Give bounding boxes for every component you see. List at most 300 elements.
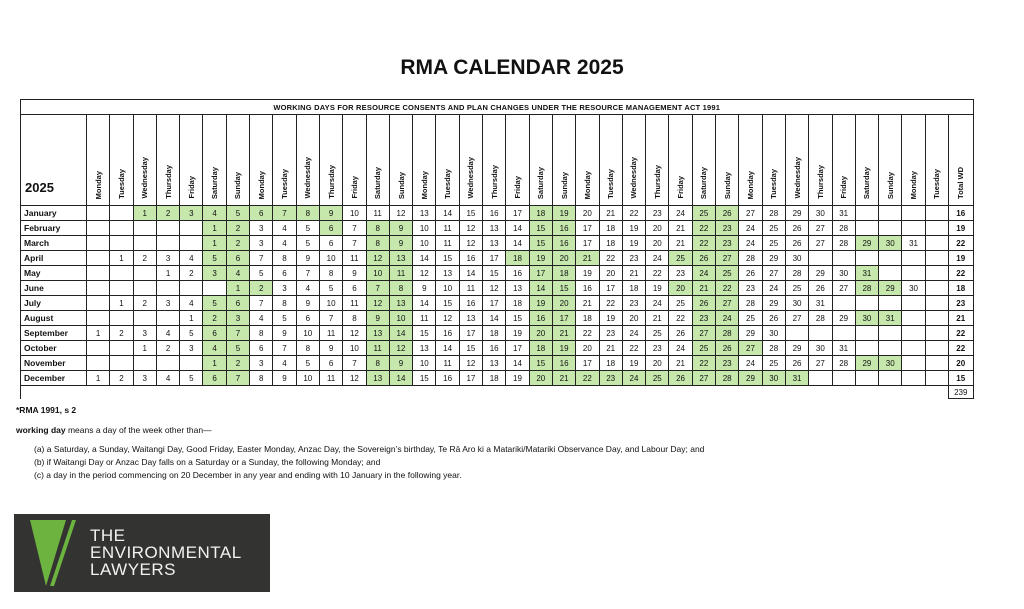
day-cell: 21	[552, 326, 575, 341]
day-cell: 10	[389, 311, 412, 326]
day-cell: 18	[599, 356, 622, 371]
day-cell: 22	[576, 326, 599, 341]
day-cell: 10	[413, 221, 436, 236]
day-cell: 5	[180, 371, 203, 386]
day-cell: 4	[203, 341, 226, 356]
day-cell: 18	[529, 206, 552, 221]
month-total-wd: 23	[948, 296, 973, 311]
month-row-december	[21, 371, 974, 386]
day-cell: 9	[319, 206, 342, 221]
day-cell: 7	[343, 356, 366, 371]
month-total-wd: 16	[948, 206, 973, 221]
day-cell: 1	[133, 341, 156, 356]
day-header-monday	[902, 115, 925, 206]
day-cell: 9	[389, 236, 412, 251]
day-cell: 19	[622, 221, 645, 236]
day-cell: 24	[739, 221, 762, 236]
day-cell: 21	[669, 221, 692, 236]
empty-cell	[110, 221, 133, 236]
month-name: May	[21, 266, 87, 281]
day-cell: 24	[622, 326, 645, 341]
day-cell: 26	[809, 281, 832, 296]
day-cell: 1	[203, 356, 226, 371]
day-cell: 22	[692, 236, 715, 251]
day-cell: 14	[413, 296, 436, 311]
definition-item-b: (b) if Waitangi Day or Anzac Day falls on a Saturday or a Sunday, the following Monday; and	[34, 457, 381, 467]
day-cell: 17	[576, 221, 599, 236]
day-cell: 13	[366, 326, 389, 341]
day-header-label: Thursday	[326, 165, 336, 199]
day-cell: 8	[250, 371, 273, 386]
day-cell: 27	[809, 356, 832, 371]
month-name: July	[21, 296, 87, 311]
day-cell: 7	[343, 236, 366, 251]
day-cell: 2	[133, 296, 156, 311]
day-cell: 20	[552, 296, 575, 311]
day-cell: 2	[110, 326, 133, 341]
day-cell: 7	[343, 221, 366, 236]
day-cell: 17	[506, 341, 529, 356]
day-cell: 11	[343, 296, 366, 311]
day-header-label: Tuesday	[932, 169, 942, 199]
day-cell: 22	[622, 206, 645, 221]
empty-cell	[110, 206, 133, 221]
day-cell: 29	[809, 266, 832, 281]
day-cell: 14	[436, 341, 459, 356]
day-cell: 31	[879, 311, 902, 326]
day-cell: 7	[250, 251, 273, 266]
definition-term: working day	[16, 425, 66, 435]
day-cell: 14	[506, 356, 529, 371]
day-header-label: Wednesday	[792, 157, 802, 199]
day-cell: 16	[483, 206, 506, 221]
day-cell: 23	[692, 311, 715, 326]
empty-cell	[902, 326, 925, 341]
day-header-monday	[250, 115, 273, 206]
day-cell: 13	[389, 251, 412, 266]
working-day-definition	[16, 425, 212, 435]
empty-cell	[87, 356, 110, 371]
day-cell: 16	[576, 281, 599, 296]
month-row-july	[21, 296, 974, 311]
day-cell: 29	[762, 251, 785, 266]
day-header-thursday	[483, 115, 506, 206]
day-header-label: Tuesday	[606, 169, 616, 199]
day-cell: 21	[576, 296, 599, 311]
day-cell: 26	[669, 371, 692, 386]
day-cell: 25	[669, 296, 692, 311]
day-cell: 4	[226, 266, 249, 281]
empty-cell	[87, 221, 110, 236]
day-cell: 9	[296, 251, 319, 266]
month-total-wd: 19	[948, 221, 973, 236]
day-cell: 3	[133, 371, 156, 386]
month-total-wd: 22	[948, 236, 973, 251]
day-header-label: Friday	[839, 176, 849, 199]
month-name: November	[21, 356, 87, 371]
day-header-label: Wednesday	[303, 157, 313, 199]
day-cell: 13	[413, 206, 436, 221]
day-cell: 18	[599, 221, 622, 236]
day-cell: 13	[483, 356, 506, 371]
empty-cell	[87, 311, 110, 326]
day-cell: 1	[226, 281, 249, 296]
day-cell: 5	[319, 281, 342, 296]
day-cell: 24	[646, 296, 669, 311]
day-header-label: Saturday	[862, 166, 872, 199]
empty-cell	[133, 266, 156, 281]
empty-cell	[133, 221, 156, 236]
day-cell: 1	[110, 296, 133, 311]
empty-cell	[156, 221, 179, 236]
month-total-wd: 15	[948, 371, 973, 386]
day-cell: 11	[319, 326, 342, 341]
day-cell: 19	[529, 251, 552, 266]
day-cell: 9	[343, 266, 366, 281]
day-cell: 22	[692, 356, 715, 371]
day-cell: 16	[436, 371, 459, 386]
empty-cell	[87, 281, 110, 296]
day-cell: 30	[902, 281, 925, 296]
day-cell: 25	[692, 341, 715, 356]
empty-cell	[180, 356, 203, 371]
empty-cell	[879, 371, 902, 386]
table-subtitle-row	[21, 100, 974, 115]
day-header-saturday	[855, 115, 878, 206]
empty-cell	[925, 281, 948, 296]
day-cell: 12	[459, 356, 482, 371]
day-cell: 3	[273, 281, 296, 296]
day-cell: 26	[785, 221, 808, 236]
day-cell: 15	[483, 266, 506, 281]
empty-cell	[180, 221, 203, 236]
day-cell: 6	[226, 251, 249, 266]
day-cell: 31	[832, 341, 855, 356]
empty-cell	[902, 371, 925, 386]
day-cell: 21	[622, 266, 645, 281]
day-cell: 23	[646, 341, 669, 356]
day-cell: 14	[529, 281, 552, 296]
day-cell: 13	[459, 311, 482, 326]
empty-cell	[855, 326, 878, 341]
day-cell: 8	[250, 326, 273, 341]
day-cell: 15	[459, 341, 482, 356]
footnote-text: *RMA 1991, s 2	[16, 405, 77, 415]
day-cell: 16	[459, 251, 482, 266]
empty-cell	[855, 221, 878, 236]
day-header-saturday	[529, 115, 552, 206]
month-row-august	[21, 311, 974, 326]
month-row-february	[21, 221, 974, 236]
empty-cell	[855, 371, 878, 386]
day-cell: 13	[506, 281, 529, 296]
definition-list	[34, 443, 704, 482]
day-header-label: Thursday	[815, 165, 825, 199]
day-cell: 2	[226, 236, 249, 251]
day-cell: 7	[250, 296, 273, 311]
empty-cell	[855, 206, 878, 221]
day-cell: 22	[599, 296, 622, 311]
day-cell: 10	[413, 236, 436, 251]
day-cell: 5	[296, 356, 319, 371]
day-cell: 11	[343, 251, 366, 266]
empty-cell	[902, 206, 925, 221]
day-cell: 26	[716, 341, 739, 356]
empty-cell	[87, 296, 110, 311]
day-header-label: Wednesday	[629, 157, 639, 199]
empty-cell	[180, 281, 203, 296]
day-cell: 30	[809, 341, 832, 356]
day-cell: 18	[599, 236, 622, 251]
rma-calendar-table	[20, 99, 974, 399]
day-header-row	[21, 115, 974, 206]
month-name: April	[21, 251, 87, 266]
day-cell: 10	[319, 251, 342, 266]
empty-cell	[879, 206, 902, 221]
day-cell: 10	[319, 296, 342, 311]
day-cell: 9	[389, 221, 412, 236]
day-cell: 3	[180, 206, 203, 221]
day-cell: 6	[319, 356, 342, 371]
day-cell: 8	[389, 281, 412, 296]
day-cell: 22	[599, 251, 622, 266]
empty-cell	[879, 296, 902, 311]
day-cell: 6	[203, 371, 226, 386]
month-name: June	[21, 281, 87, 296]
day-header-monday	[576, 115, 599, 206]
day-cell: 7	[366, 281, 389, 296]
day-cell: 18	[529, 341, 552, 356]
day-cell: 14	[506, 221, 529, 236]
day-cell: 22	[622, 341, 645, 356]
day-cell: 4	[273, 221, 296, 236]
day-cell: 3	[250, 236, 273, 251]
empty-cell	[133, 281, 156, 296]
empty-cell	[110, 236, 133, 251]
day-cell: 27	[739, 341, 762, 356]
day-cell: 30	[855, 311, 878, 326]
day-cell: 21	[669, 356, 692, 371]
day-header-thursday	[809, 115, 832, 206]
day-cell: 22	[692, 221, 715, 236]
day-cell: 2	[180, 266, 203, 281]
day-cell: 27	[692, 326, 715, 341]
day-cell: 18	[576, 311, 599, 326]
day-cell: 9	[296, 296, 319, 311]
day-cell: 29	[762, 296, 785, 311]
day-cell: 6	[319, 236, 342, 251]
month-name: March	[21, 236, 87, 251]
day-cell: 8	[273, 296, 296, 311]
day-cell: 13	[436, 266, 459, 281]
empty-cell	[855, 341, 878, 356]
day-cell: 3	[133, 326, 156, 341]
day-cell: 20	[552, 251, 575, 266]
day-cell: 29	[739, 326, 762, 341]
day-cell: 8	[366, 221, 389, 236]
day-cell: 17	[576, 356, 599, 371]
day-cell: 30	[879, 236, 902, 251]
day-header-wednesday	[459, 115, 482, 206]
empty-cell	[902, 221, 925, 236]
empty-cell	[879, 221, 902, 236]
day-cell: 4	[156, 371, 179, 386]
day-cell: 7	[226, 371, 249, 386]
day-cell: 2	[156, 206, 179, 221]
day-cell: 3	[180, 341, 203, 356]
empty-cell	[809, 371, 832, 386]
empty-cell	[925, 371, 948, 386]
day-cell: 16	[552, 221, 575, 236]
month-total-wd: 19	[948, 251, 973, 266]
empty-cell	[110, 341, 133, 356]
day-header-label: Saturday	[373, 166, 383, 199]
day-cell: 19	[506, 326, 529, 341]
day-cell: 4	[156, 326, 179, 341]
day-cell: 30	[832, 266, 855, 281]
day-header-label: Monday	[419, 170, 429, 199]
day-cell: 10	[366, 266, 389, 281]
day-cell: 2	[203, 311, 226, 326]
day-cell: 21	[552, 371, 575, 386]
empty-cell	[902, 311, 925, 326]
day-cell: 8	[343, 311, 366, 326]
month-name: September	[21, 326, 87, 341]
day-header-monday	[87, 115, 110, 206]
day-cell: 20	[599, 266, 622, 281]
day-cell: 8	[296, 206, 319, 221]
day-cell: 18	[483, 326, 506, 341]
day-cell: 4	[203, 206, 226, 221]
empty-cell	[133, 236, 156, 251]
day-cell: 17	[529, 266, 552, 281]
day-cell: 10	[296, 326, 319, 341]
day-cell: 18	[506, 296, 529, 311]
day-cell: 13	[413, 341, 436, 356]
day-cell: 6	[319, 221, 342, 236]
day-header-tuesday	[273, 115, 296, 206]
day-cell: 10	[296, 371, 319, 386]
empty-cell	[902, 356, 925, 371]
logo-line-3: LAWYERS	[90, 560, 177, 579]
day-header-label: Monday	[582, 170, 592, 199]
day-cell: 29	[832, 311, 855, 326]
empty-cell	[902, 266, 925, 281]
day-cell: 29	[785, 341, 808, 356]
empty-cell	[925, 296, 948, 311]
day-cell: 11	[436, 221, 459, 236]
day-header-friday	[180, 115, 203, 206]
day-cell: 12	[459, 221, 482, 236]
day-cell: 5	[250, 266, 273, 281]
day-cell: 29	[739, 371, 762, 386]
day-cell: 29	[879, 281, 902, 296]
day-cell: 25	[646, 326, 669, 341]
day-cell: 26	[785, 236, 808, 251]
day-cell: 14	[506, 236, 529, 251]
day-cell: 24	[669, 341, 692, 356]
month-name: October	[21, 341, 87, 356]
day-cell: 27	[832, 281, 855, 296]
day-cell: 9	[389, 356, 412, 371]
day-cell: 19	[622, 356, 645, 371]
day-cell: 9	[413, 281, 436, 296]
month-row-november	[21, 356, 974, 371]
definition-item-a: (a) a Saturday, a Sunday, Waitangi Day, Good Friday, Easter Monday, Anzac Day, the Sovereign’s birthday, Te Rā Aro ki a Matariki/Matariki Observance Day, and Labour Day; and	[34, 444, 705, 454]
day-cell: 4	[180, 296, 203, 311]
month-total-wd: 21	[948, 311, 973, 326]
month-row-march	[21, 236, 974, 251]
empty-cell	[180, 236, 203, 251]
day-cell: 16	[483, 341, 506, 356]
day-cell: 19	[646, 281, 669, 296]
day-cell: 13	[366, 371, 389, 386]
day-cell: 19	[552, 206, 575, 221]
day-header-sunday	[552, 115, 575, 206]
year-label: 2025	[21, 115, 87, 206]
day-cell: 1	[87, 326, 110, 341]
day-cell: 24	[646, 251, 669, 266]
day-cell: 19	[576, 266, 599, 281]
empty-cell	[87, 251, 110, 266]
empty-cell	[902, 341, 925, 356]
day-cell: 30	[785, 296, 808, 311]
day-cell: 6	[226, 296, 249, 311]
grand-total-wd: 239	[948, 386, 973, 399]
day-cell: 2	[110, 371, 133, 386]
day-cell: 26	[785, 356, 808, 371]
day-cell: 6	[250, 206, 273, 221]
day-cell: 26	[739, 266, 762, 281]
day-cell: 23	[646, 206, 669, 221]
day-cell: 20	[529, 326, 552, 341]
day-header-friday	[669, 115, 692, 206]
empty-cell	[203, 281, 226, 296]
day-cell: 20	[646, 236, 669, 251]
day-cell: 24	[669, 206, 692, 221]
empty-cell	[110, 356, 133, 371]
day-cell: 12	[366, 251, 389, 266]
day-cell: 12	[343, 371, 366, 386]
month-total-wd: 22	[948, 341, 973, 356]
day-cell: 19	[529, 296, 552, 311]
day-cell: 5	[203, 251, 226, 266]
day-cell: 5	[203, 296, 226, 311]
day-cell: 1	[203, 236, 226, 251]
day-cell: 16	[552, 356, 575, 371]
month-total-wd: 22	[948, 326, 973, 341]
day-cell: 20	[646, 221, 669, 236]
day-header-wednesday	[785, 115, 808, 206]
day-header-friday	[506, 115, 529, 206]
day-cell: 26	[716, 206, 739, 221]
day-cell: 17	[483, 296, 506, 311]
table-subtitle: WORKING DAYS FOR RESOURCE CONSENTS AND PLAN CHANGES UNDER THE RESOURCE MANAGEMENT ACT 1991	[21, 100, 974, 115]
day-cell: 27	[716, 296, 739, 311]
day-cell: 7	[319, 311, 342, 326]
empty-cell	[110, 266, 133, 281]
day-header-label: Monday	[909, 170, 919, 199]
day-header-label: Sunday	[559, 171, 569, 199]
day-cell: 30	[879, 356, 902, 371]
day-cell: 25	[762, 236, 785, 251]
day-cell: 26	[692, 296, 715, 311]
day-cell: 17	[599, 281, 622, 296]
day-cell: 17	[483, 251, 506, 266]
day-cell: 28	[762, 341, 785, 356]
day-cell: 30	[809, 206, 832, 221]
empty-cell	[879, 326, 902, 341]
